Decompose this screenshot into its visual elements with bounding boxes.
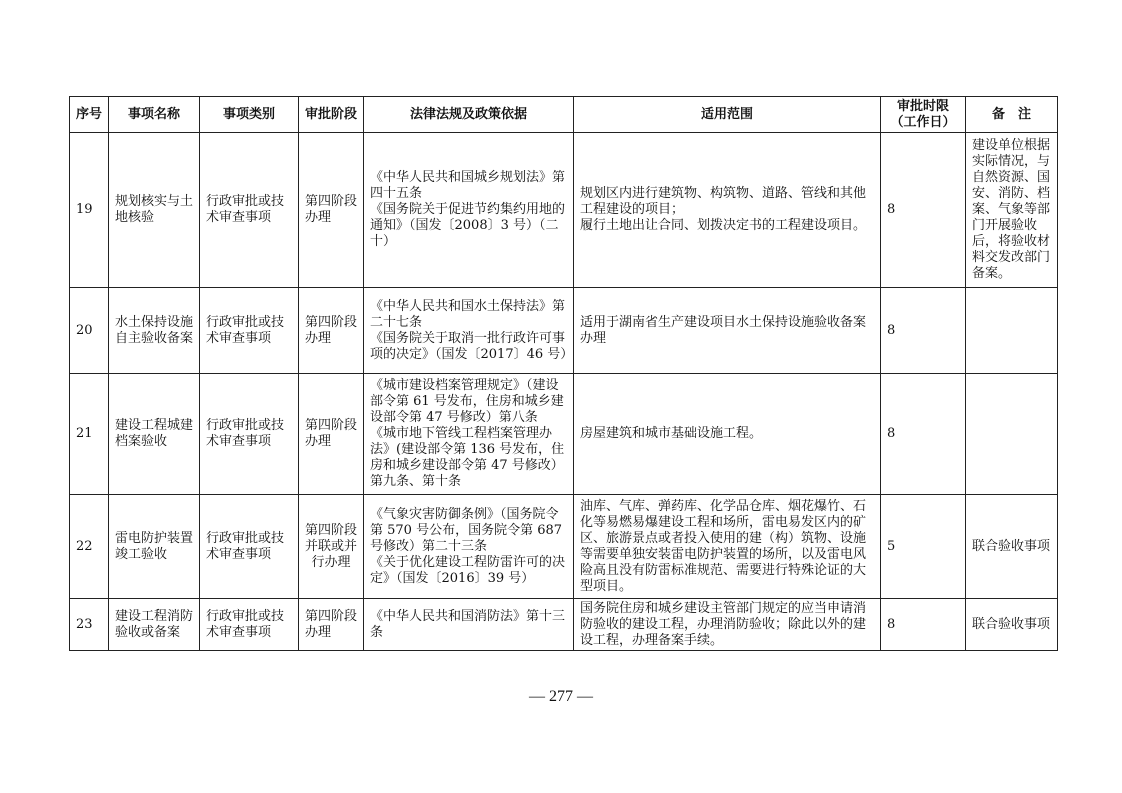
basis-line: 《城市建设档案管理规定》（建设部令第 61 号发布，住房和城乡建设部令第 47 号修改）第八条 [370, 378, 564, 425]
table-row [70, 374, 1058, 495]
scope-line: 油库、气库、弹药库、化学品仓库、烟花爆竹、石化等易燃易爆建设工程和场所，雷电易发区内的矿区、旅游景点或者投入使用的建（构）筑物、设施等需要单独安装雷电防护装置的场所，以及雷电风险高且没有防雷标准规范、需要进行特殊论证的大型项目。 [580, 498, 867, 594]
cell-no: 23 [70, 599, 109, 651]
cell-stage: 第四阶段办理 [299, 133, 364, 288]
cell-days: 8 [881, 599, 966, 651]
table-row [70, 599, 1058, 651]
header-scope: 适用范围 [574, 97, 881, 133]
cell-remark: 建设单位根据实际情况，与自然资源、国安、消防、档案、气象等部门开展验收后，将验收材料交发改部门备案。 [966, 133, 1058, 288]
cell-scope [574, 133, 881, 288]
cell-category: 行政审批或技术审查事项 [200, 495, 299, 599]
cell-category: 行政审批或技术审查事项 [200, 599, 299, 651]
basis-line: 《国务院关于取消一批行政许可事项的决定》（国发〔2017〕46 号） [370, 330, 574, 362]
scope-line: 规划区内进行建筑物、构筑物、道路、管线和其他工程建设的项目； [580, 186, 867, 217]
cell-remark: 联合验收事项 [966, 599, 1058, 651]
cell-days: 5 [881, 495, 966, 599]
header-no: 序号 [70, 97, 109, 133]
cell-remark: 联合验收事项 [966, 495, 1058, 599]
cell-category: 行政审批或技术审查事项 [200, 374, 299, 495]
basis-line: 《城市地下管线工程档案管理办法》(建设部令第 136 号发布，住房和城乡建设部令第 47 号修改）第九条、第十条 [370, 426, 565, 489]
table-row [70, 288, 1058, 374]
basis-line: 《中华人民共和国消防法》第十三条 [370, 608, 566, 640]
scope-line: 房屋建筑和城市基础设施工程。 [580, 426, 763, 441]
header-stage: 审批阶段 [299, 97, 364, 133]
cell-name: 雷电防护装置竣工验收 [109, 495, 200, 599]
scope-line: 国务院住房和城乡建设主管部门规定的应当申请消防验收的建设工程，办理消防验收；除此以外的建设工程，办理备案手续。 [580, 600, 867, 648]
table-body [70, 133, 1058, 651]
cell-name: 建设工程城建档案验收 [109, 374, 200, 495]
page-number: — 277 — [529, 688, 593, 705]
cell-stage: 第四阶段办理 [299, 374, 364, 495]
cell-name: 规划核实与土地核验 [109, 133, 200, 288]
table-header-row [70, 97, 1058, 133]
header-days: 审批时限（工作日） [881, 97, 966, 133]
cell-basis [364, 288, 574, 374]
basis-line: 《中华人民共和国水土保持法》第二十七条 [370, 298, 566, 330]
cell-name: 建设工程消防验收或备案 [109, 599, 200, 651]
cell-no: 20 [70, 288, 109, 374]
cell-stage: 第四阶段办理 [299, 288, 364, 374]
table-row [70, 133, 1058, 288]
basis-line: 《中华人民共和国城乡规划法》第四十五条 [370, 170, 566, 201]
cell-basis [364, 133, 574, 288]
cell-remark [966, 374, 1058, 495]
cell-remark [966, 288, 1058, 374]
cell-stage: 第四阶段并联或并行办理 [299, 495, 364, 599]
basis-line: 《国务院关于促进节约集约用地的通知》（国发〔2008〕3 号）（二十） [370, 202, 566, 249]
cell-name: 水土保持设施自主验收备案 [109, 288, 200, 374]
cell-days: 8 [881, 374, 966, 495]
cell-stage: 第四阶段办理 [299, 599, 364, 651]
cell-basis [364, 374, 574, 495]
cell-no: 19 [70, 133, 109, 288]
cell-basis [364, 495, 574, 599]
header-name: 事项名称 [109, 97, 200, 133]
approval-items-table [69, 96, 1058, 651]
scope-line: 履行土地出让合同、划拨决定书的工程建设项目。 [580, 218, 867, 233]
cell-scope [574, 599, 881, 651]
table-row [70, 495, 1058, 599]
cell-category: 行政审批或技术审查事项 [200, 133, 299, 288]
basis-line: 《气象灾害防御条例》（国务院令第 570 号公布，国务院令第 687 号修改）第二十三条 [370, 506, 563, 554]
cell-days: 8 [881, 133, 966, 288]
cell-basis [364, 599, 574, 651]
cell-scope [574, 495, 881, 599]
cell-no: 22 [70, 495, 109, 599]
cell-category: 行政审批或技术审查事项 [200, 288, 299, 374]
cell-scope [574, 288, 881, 374]
scope-line: 适用于湖南省生产建设项目水土保持设施验收备案办理 [580, 314, 867, 346]
basis-line: 《关于优化建设工程防雷许可的决定》（国发〔2016〕39 号） [370, 554, 566, 586]
cell-no: 21 [70, 374, 109, 495]
header-remark: 备 注 [966, 97, 1058, 133]
header-basis: 法律法规及政策依据 [364, 97, 574, 133]
header-category: 事项类别 [200, 97, 299, 133]
cell-scope [574, 374, 881, 495]
cell-days: 8 [881, 288, 966, 374]
